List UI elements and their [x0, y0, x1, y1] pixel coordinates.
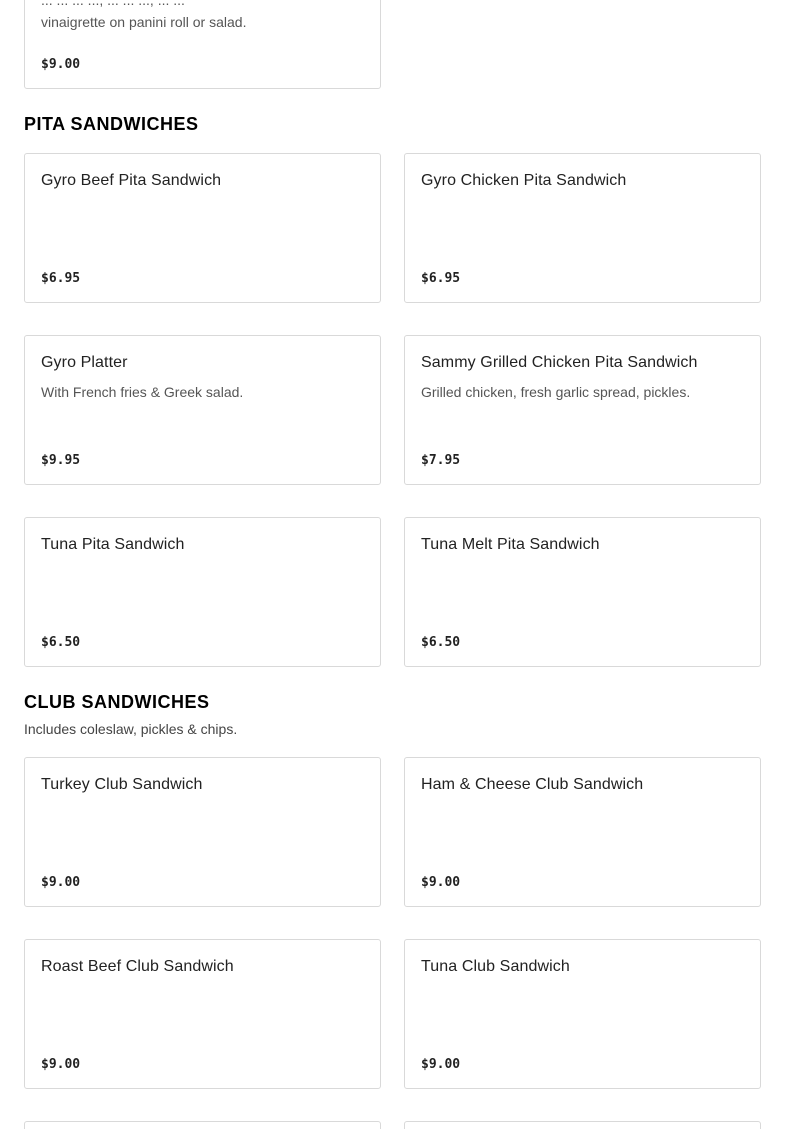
menu-item-card[interactable]: [24, 757, 381, 907]
item-description-line: vinaigrette on panini roll or salad.: [41, 14, 247, 30]
menu-item-card[interactable]: [404, 939, 761, 1089]
menu-item-card[interactable]: [24, 939, 381, 1089]
item-description: [41, 0, 371, 33]
item-name: Roast Beef Club Sandwich: [41, 958, 234, 975]
section-title-pita: PITA SANDWICHES: [24, 114, 199, 134]
menu-item-card[interactable]: [24, 1121, 381, 1129]
menu-item-card[interactable]: [404, 757, 761, 907]
item-price: $6.50: [421, 635, 461, 650]
item-price: $9.00: [41, 57, 81, 72]
menu-item-card[interactable]: [24, 153, 381, 303]
item-description: Grilled chicken, fresh garlic spread, pickles.: [421, 384, 691, 400]
item-description: With French fries & Greek salad.: [41, 384, 244, 400]
section-note: Includes coleslaw, pickles & chips.: [24, 721, 238, 737]
item-price: $6.95: [421, 271, 461, 286]
item-name: Tuna Pita Sandwich: [41, 536, 185, 553]
menu-item-card[interactable]: [404, 1121, 761, 1129]
section-title-club: CLUB SANDWICHES: [24, 692, 210, 712]
item-price: $9.00: [41, 875, 81, 890]
item-name: Gyro Beef Pita Sandwich: [41, 172, 222, 189]
item-name: Tuna Melt Pita Sandwich: [421, 536, 600, 553]
item-price: $7.95: [421, 453, 461, 468]
item-price: $6.95: [41, 271, 81, 286]
item-name: Gyro Platter: [41, 354, 128, 371]
item-name: Ham & Cheese Club Sandwich: [421, 776, 644, 793]
menu-item-card[interactable]: [404, 153, 761, 303]
item-price: $9.00: [421, 1057, 461, 1072]
menu-item-card[interactable]: [404, 517, 761, 667]
item-price: $9.00: [421, 875, 461, 890]
item-price: $9.00: [41, 1057, 81, 1072]
item-name: Tuna Club Sandwich: [421, 958, 570, 975]
item-description-line: ... ... ... ..., ... ... ..., ... ...: [41, 0, 185, 8]
item-price: $9.95: [41, 453, 81, 468]
menu-item-card[interactable]: [24, 0, 381, 89]
menu-item-card[interactable]: [24, 517, 381, 667]
menu-item-card[interactable]: [404, 335, 761, 485]
item-price: $6.50: [41, 635, 81, 650]
menu-item-card[interactable]: [24, 335, 381, 485]
item-name: Turkey Club Sandwich: [41, 776, 203, 793]
item-name: Sammy Grilled Chicken Pita Sandwich: [421, 354, 698, 371]
item-name: Gyro Chicken Pita Sandwich: [421, 172, 627, 189]
